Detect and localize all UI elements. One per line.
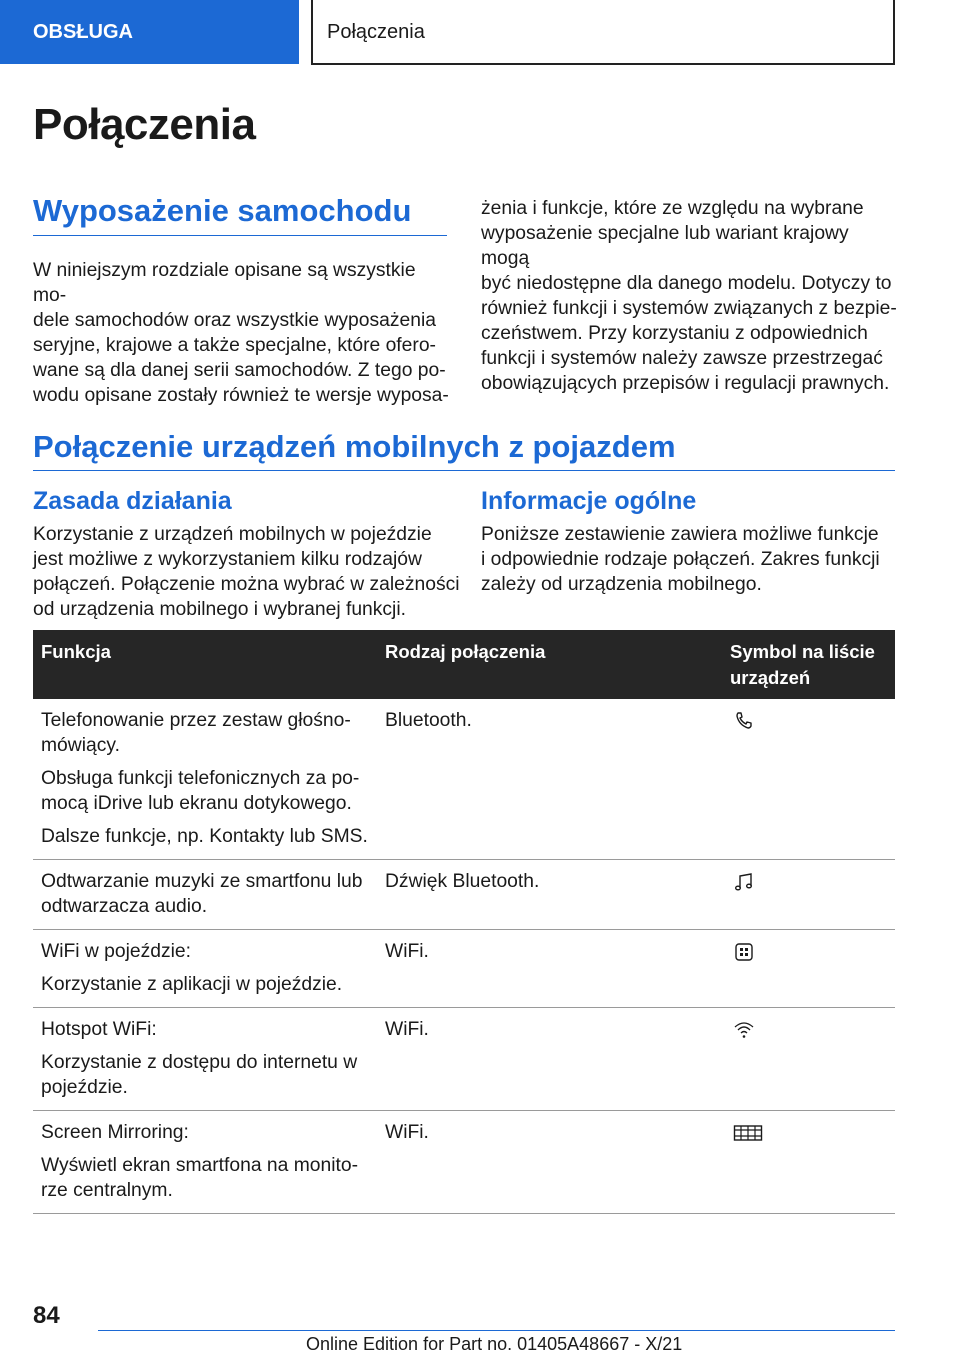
- equipment-text-left: [33, 258, 453, 408]
- text-line: W niniejszym rozdziale opisane są wszystkie mo-: [33, 260, 416, 306]
- cell-text: Hotspot WiFi:: [41, 1019, 157, 1040]
- cell-symbol: [722, 860, 895, 930]
- text-line: dele samochodów oraz wszystkie wyposażenia: [33, 310, 436, 331]
- text-line: seryjne, krajowe a także specjalne, które ofero-: [33, 335, 436, 356]
- principle-text: [33, 522, 463, 622]
- section-title-mobile-connection: Połączenie urządzeń mobilnych z pojazdem: [33, 429, 676, 464]
- table-header-row: [33, 630, 895, 699]
- text-line: również funkcji i systemów związanych z bezpie-: [481, 298, 897, 319]
- text-line: połączeń. Połączenie można wybrać w zależności: [33, 574, 460, 595]
- text-line: od urządzenia mobilnego i wybranej funkcji.: [33, 599, 406, 620]
- section-rule: [33, 470, 895, 471]
- text-line: Poniższe zestawienie zawiera możliwe funkcje: [481, 524, 879, 545]
- text-line: wodu opisane zostały również te wersje wyposa-: [33, 385, 449, 406]
- table-row: [33, 930, 895, 1008]
- cell-text: Wyświetl ekran smartfona na monitorze centralnym.: [41, 1155, 359, 1201]
- cell-text: Dalsze funkcje, np. Kontakty lub SMS.: [41, 826, 368, 847]
- connections-table: [33, 630, 895, 1214]
- page-number: 84: [33, 1302, 60, 1329]
- table-row: [33, 699, 895, 860]
- apps-icon: [733, 941, 755, 963]
- cell-symbol: [722, 1111, 895, 1214]
- cell-function: [33, 860, 377, 930]
- music-note-icon: [733, 871, 755, 893]
- cell-connection-type: WiFi.: [377, 930, 722, 1008]
- cell-connection-type: WiFi.: [377, 1111, 722, 1214]
- cell-text: Screen Mirroring:: [41, 1122, 189, 1143]
- cell-connection-type: Bluetooth.: [377, 699, 722, 860]
- header-chapter: Połączenia: [311, 0, 895, 65]
- text-line: Korzystanie z urządzeń mobilnych w pojeździe: [33, 524, 432, 545]
- column-header-connection-type: Rodzaj połączenia: [377, 630, 722, 699]
- cell-function: [33, 1111, 377, 1214]
- text-line: być niedostępne dla danego modelu. Dotyczy to: [481, 273, 892, 294]
- equipment-text-right: [481, 196, 901, 396]
- screen-mirroring-icon: [733, 1122, 763, 1144]
- cell-function: [33, 930, 377, 1008]
- table-row: [33, 1008, 895, 1111]
- section-rule: [33, 235, 447, 236]
- text-line: jest możliwe z wykorzystaniem kilku rodzajów: [33, 549, 422, 570]
- phone-icon: [733, 710, 755, 732]
- cell-text: Odtwarzanie muzyki ze smartfonu lub odtwarzacza audio.: [41, 871, 363, 917]
- subtitle-general-info: Informacje ogólne: [481, 487, 697, 515]
- footer-edition: Online Edition for Part no. 01405A48667 - X/21: [306, 1334, 683, 1354]
- column-header-function: Funkcja: [33, 630, 377, 699]
- cell-symbol: [722, 930, 895, 1008]
- text-line: zależy od urządzenia mobilnego.: [481, 574, 762, 595]
- cell-function: [33, 699, 377, 860]
- table-row: [33, 1111, 895, 1214]
- general-info-text: [481, 522, 901, 597]
- cell-symbol: [722, 1008, 895, 1111]
- cell-text: Obsługa funkcji telefonicznych za pomocą iDrive lub ekranu dotykowego.: [41, 768, 360, 814]
- cell-symbol: [722, 699, 895, 860]
- cell-connection-type: Dźwięk Bluetooth.: [377, 860, 722, 930]
- subtitle-principle: Zasada działania: [33, 487, 232, 515]
- footer-rule: [98, 1330, 895, 1331]
- page-title: Połączenia: [33, 100, 256, 149]
- text-line: wane są dla danej serii samochodów. Z tego po-: [33, 360, 446, 381]
- text-line: obowiązujących przepisów i regulacji prawnych.: [481, 373, 890, 394]
- text-line: żenia i funkcje, które ze względu na wybrane: [481, 198, 864, 219]
- section-title-equipment: Wyposażenie samochodu: [33, 193, 412, 228]
- text-line: czeństwem. Przy korzystaniu z odpowiednich: [481, 323, 868, 344]
- text-line: i odpowiednie rodzaje połączeń. Zakres funkcji: [481, 549, 880, 570]
- cell-connection-type: WiFi.: [377, 1008, 722, 1111]
- cell-text: Korzystanie z dostępu do internetu w pojeździe.: [41, 1052, 358, 1098]
- table-row: [33, 860, 895, 930]
- wifi-icon: [733, 1019, 755, 1041]
- column-header-symbol: Symbol na liście urządzeń: [722, 630, 895, 699]
- cell-text: Korzystanie z aplikacji w pojeździe.: [41, 974, 343, 995]
- text-line: wyposażenie specjalne lub wariant krajowy mogą: [481, 223, 849, 269]
- header-section-tab: OBSŁUGA: [0, 0, 299, 64]
- text-line: funkcji i systemów należy zawsze przestrzegać: [481, 348, 883, 369]
- cell-text: WiFi w pojeździe:: [41, 941, 192, 962]
- cell-function: [33, 1008, 377, 1111]
- cell-text: Telefonowanie przez zestaw głośnomówiący.: [41, 710, 351, 756]
